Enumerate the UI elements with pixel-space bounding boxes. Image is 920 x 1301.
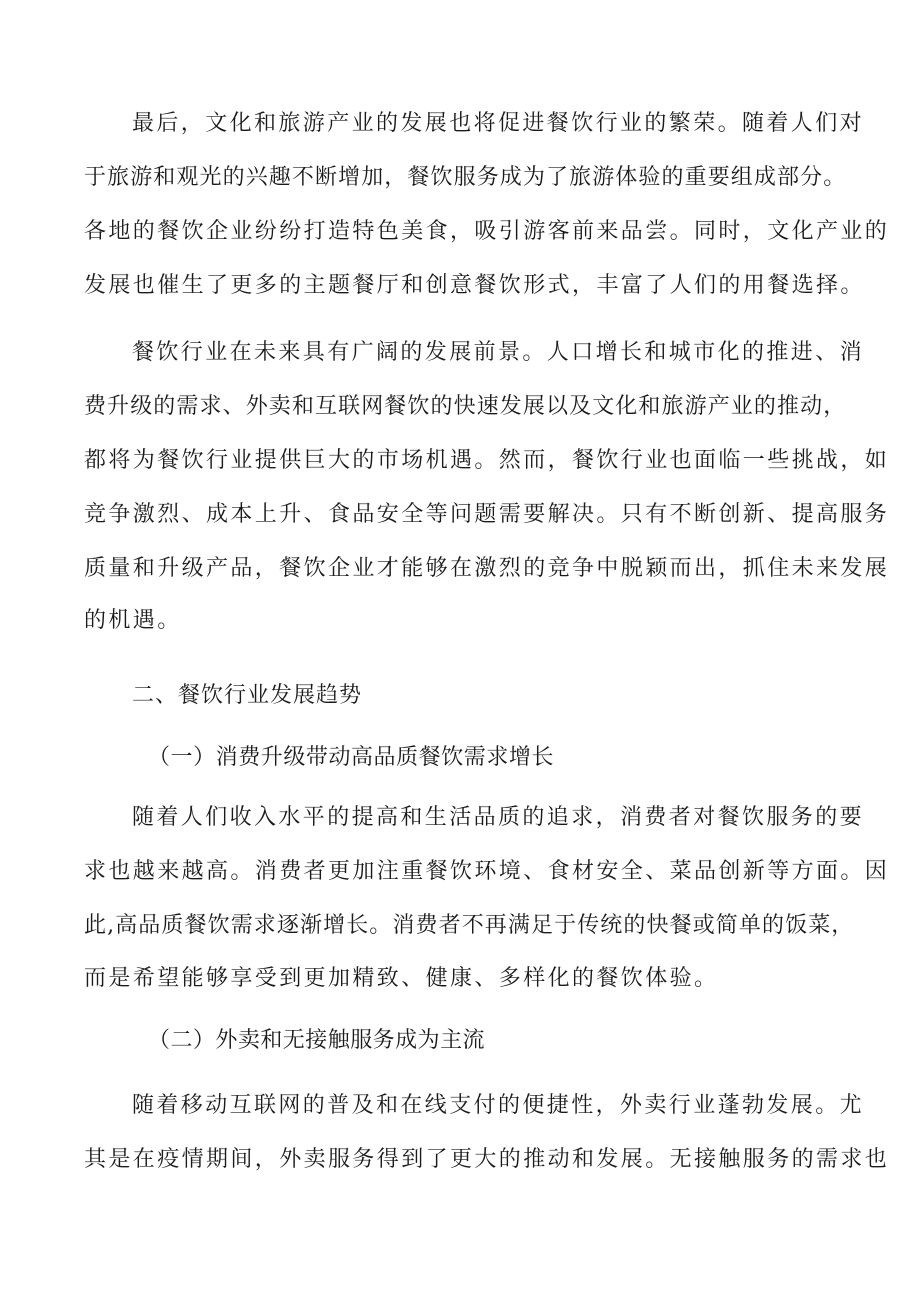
paragraph-2-line-6: 的机遇。	[84, 608, 182, 633]
paragraph-1-line-2: 于旅游和观光的兴趣不断增加，餐饮服务成为了旅游体验的重要组成部分。	[84, 165, 847, 190]
section-heading: 二、餐饮行业发展趋势	[132, 683, 363, 708]
paragraph-2-line-3: 都将为餐饮行业提供巨大的市场机遇。然而，餐饮行业也面临一些挑战，如	[84, 448, 890, 473]
paragraph-3-line-2: 求也越来越高。消费者更加注重餐饮环境、食材安全、菜品创新等方面。因	[84, 859, 890, 884]
paragraph-3-line-1: 随着人们收入水平的提高和生活品质的追求，消费者对餐饮服务的要	[132, 805, 865, 830]
paragraph-1-line-1: 最后，文化和旅游产业的发展也将促进餐饮行业的繁荣。随着人们对	[132, 111, 865, 136]
paragraph-4-line-2: 其是在疫情期间，外卖服务得到了更大的推动和发展。无接触服务的需求也	[84, 1147, 890, 1172]
paragraph-4-line-1: 随着移动互联网的普及和在线支付的便捷性，外卖行业蓬勃发展。尤	[132, 1093, 865, 1118]
paragraph-2-line-4: 竞争激烈、成本上升、食品安全等问题需要解决。只有不断创新、提高服务	[84, 502, 890, 527]
paragraph-2-line-1: 餐饮行业在未来具有广阔的发展前景。人口增长和城市化的推进、消	[132, 340, 865, 365]
paragraph-3-line-4: 而是希望能够享受到更加精致、健康、多样化的餐饮体验。	[84, 966, 719, 991]
subsection-2-heading: （二）外卖和无接触服务成为主流	[148, 1028, 486, 1053]
paragraph-2-line-2: 费升级的需求、外卖和互联网餐饮的快速发展以及文化和旅游产业的推动，	[84, 394, 847, 419]
paragraph-1-line-4: 发展也催生了更多的主题餐厅和创意餐饮形式，丰富了人们的用餐选择。	[84, 273, 865, 298]
paragraph-1-line-3: 各地的餐饮企业纷纷打造特色美食，吸引游客前来品尝。同时，文化产业的	[84, 219, 890, 244]
paragraph-3-line-3: 此,高品质餐饮需求逐渐增长。消费者不再满足于传统的快餐或简单的饭菜，	[84, 913, 855, 938]
subsection-1-heading: （一）消费升级带动高品质餐饮需求增长	[148, 745, 555, 770]
paragraph-2-line-5: 质量和升级产品，餐饮企业才能够在激烈的竞争中脱颖而出，抓住未来发展	[84, 556, 890, 581]
